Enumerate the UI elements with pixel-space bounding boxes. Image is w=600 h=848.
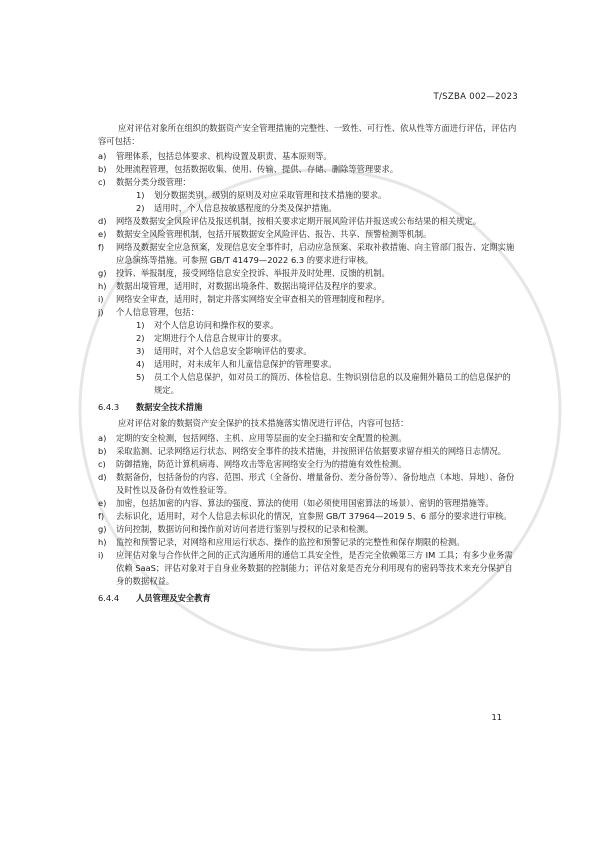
- list-item: j) 个人信息管理，包括：: [98, 307, 199, 317]
- sub-list-item: 2) 适用时，个人信息按敏感程度的分类及保护措施。: [136, 203, 337, 213]
- list-item: f) 去标识化，适用时，对个人信息去标识化的情况，宜参照 GB/T 37964—2019 5、6 部分的要求进行审核。: [98, 511, 512, 521]
- list-item: a) 定期的安全检测，包括网络、主机、应用等层面的安全扫描和安全配置的检测。: [98, 433, 407, 443]
- sub-list-item: 3) 适用时，对个人信息安全影响评估的要求。: [136, 346, 312, 356]
- sub-list-item: 5) 员工个人信息保护，如对员工的简历、体检信息、生物识别信息的以及雇佣外籍员工的信息保护的规定。: [136, 372, 511, 395]
- sub-list-item: 1) 对个人信息访问和操作权的要求。: [136, 320, 279, 330]
- list-item: e) 加密，包括加密的内容、算法的强度、算法的使用（如必须使用国密算法的场景）、密钥的管理措施等。: [98, 498, 494, 508]
- list-item: i) 网络安全审查，适用时，制定并落实网络安全审查相关的管理制度和程序。: [98, 294, 390, 304]
- list-item: g) 访问控制，数据访问和操作前对访问者进行鉴别与授权的记录和检测。: [98, 524, 374, 534]
- list-item: a) 管理体系，包括总体要求、机构设置及职责、基本原则等。: [98, 151, 332, 161]
- list-item: c) 数据分类分级管理：: [98, 177, 191, 187]
- sub-list-item: 1) 划分数据类别、级别的原则及对应采取管理和技术措施的要求。: [136, 190, 387, 200]
- section-heading-6-4-3: 6.4.3 数据安全技术措施: [98, 402, 203, 412]
- list-item: b) 处理流程管理，包括数据收集、使用、传输、提供、存储、删除等管理要求。: [98, 164, 399, 174]
- list-item: d) 数据备份，包括备份的内容、范围、形式（全备份、增量备份、差分备份等）、备份地点（本地、异地）、备份及时性以及备份有效性验证等。: [98, 472, 515, 495]
- document-body: [98, 122, 518, 608]
- list-item: g) 投诉、举报制度，接受网络信息安全投诉、举报并及时处理、反馈的机制。: [98, 268, 390, 278]
- list-item: h) 数据出境管理，适用时，对数据出境条件、数据出境评估及程序的要求。: [98, 281, 382, 291]
- list-item: h) 监控和预警记录，对网络和应用运行状态、操作的监控和预警记录的完整性和保存期限的检测。: [98, 537, 465, 547]
- list-item: f) 网络及数据安全应急预案，发现信息安全事件时，启动应急预案、采取补救措施、向主管部门报告、定期实施应急演练等措施。可参照 GB/T 41479—2022 6.3 的要求进行审核。: [98, 242, 515, 265]
- list-item: d) 网络及数据安全风险评估及报送机制，按相关要求定期开展风险评估并报送或公布结果的相关规定。: [98, 216, 482, 226]
- section-heading-6-4-4: 6.4.4 人员管理及安全教育: [98, 593, 211, 603]
- list-item: c) 防御措施，防范计算机病毒、网络攻击等危害网络安全行为的措施有效性检测。: [98, 459, 407, 469]
- list-item: e) 数据安全风险管理机制，包括开展数据安全风险评估、报告、共享、预警检测等机制。: [98, 229, 432, 239]
- intro2-paragraph: 应对评估对象的数据资产安全保护的技术措施落实情况进行评估，内容可包括：: [118, 418, 409, 428]
- list-item: b) 采取监测、记录网络运行状态、网络安全事件的技术措施，并按照评估依据要求留存相关的网络日志情况。: [98, 446, 506, 456]
- management-list: [98, 150, 518, 397]
- sub-list-item: 2) 定期进行个人信息合规审计的要求。: [136, 333, 287, 343]
- page-number: 11: [491, 712, 502, 722]
- technical-measures-list: [98, 432, 518, 588]
- intro-paragraph: 应对评估对象所在组织的数据资产安全管理措施的完整性、一致性、可行性、依从性等方面进行评估，评估内容可包括：: [98, 123, 517, 146]
- list-item: i) 应评估对象与合作伙伴之间的正式沟通所用的通信工具安全性，是否完全依赖第三方 IM 工具；有多少业务需依赖 SaaS；评估对象对于自身业务数据的控制能力；评估对象是否充分利用现有的密码等技术来充分保护自身的数据权益。: [98, 550, 513, 586]
- document-code: T/SZBA 002—2023: [433, 92, 518, 102]
- sub-list-item: 4) 适用时，对未成年人和儿童信息保护的管理要求。: [136, 359, 337, 369]
